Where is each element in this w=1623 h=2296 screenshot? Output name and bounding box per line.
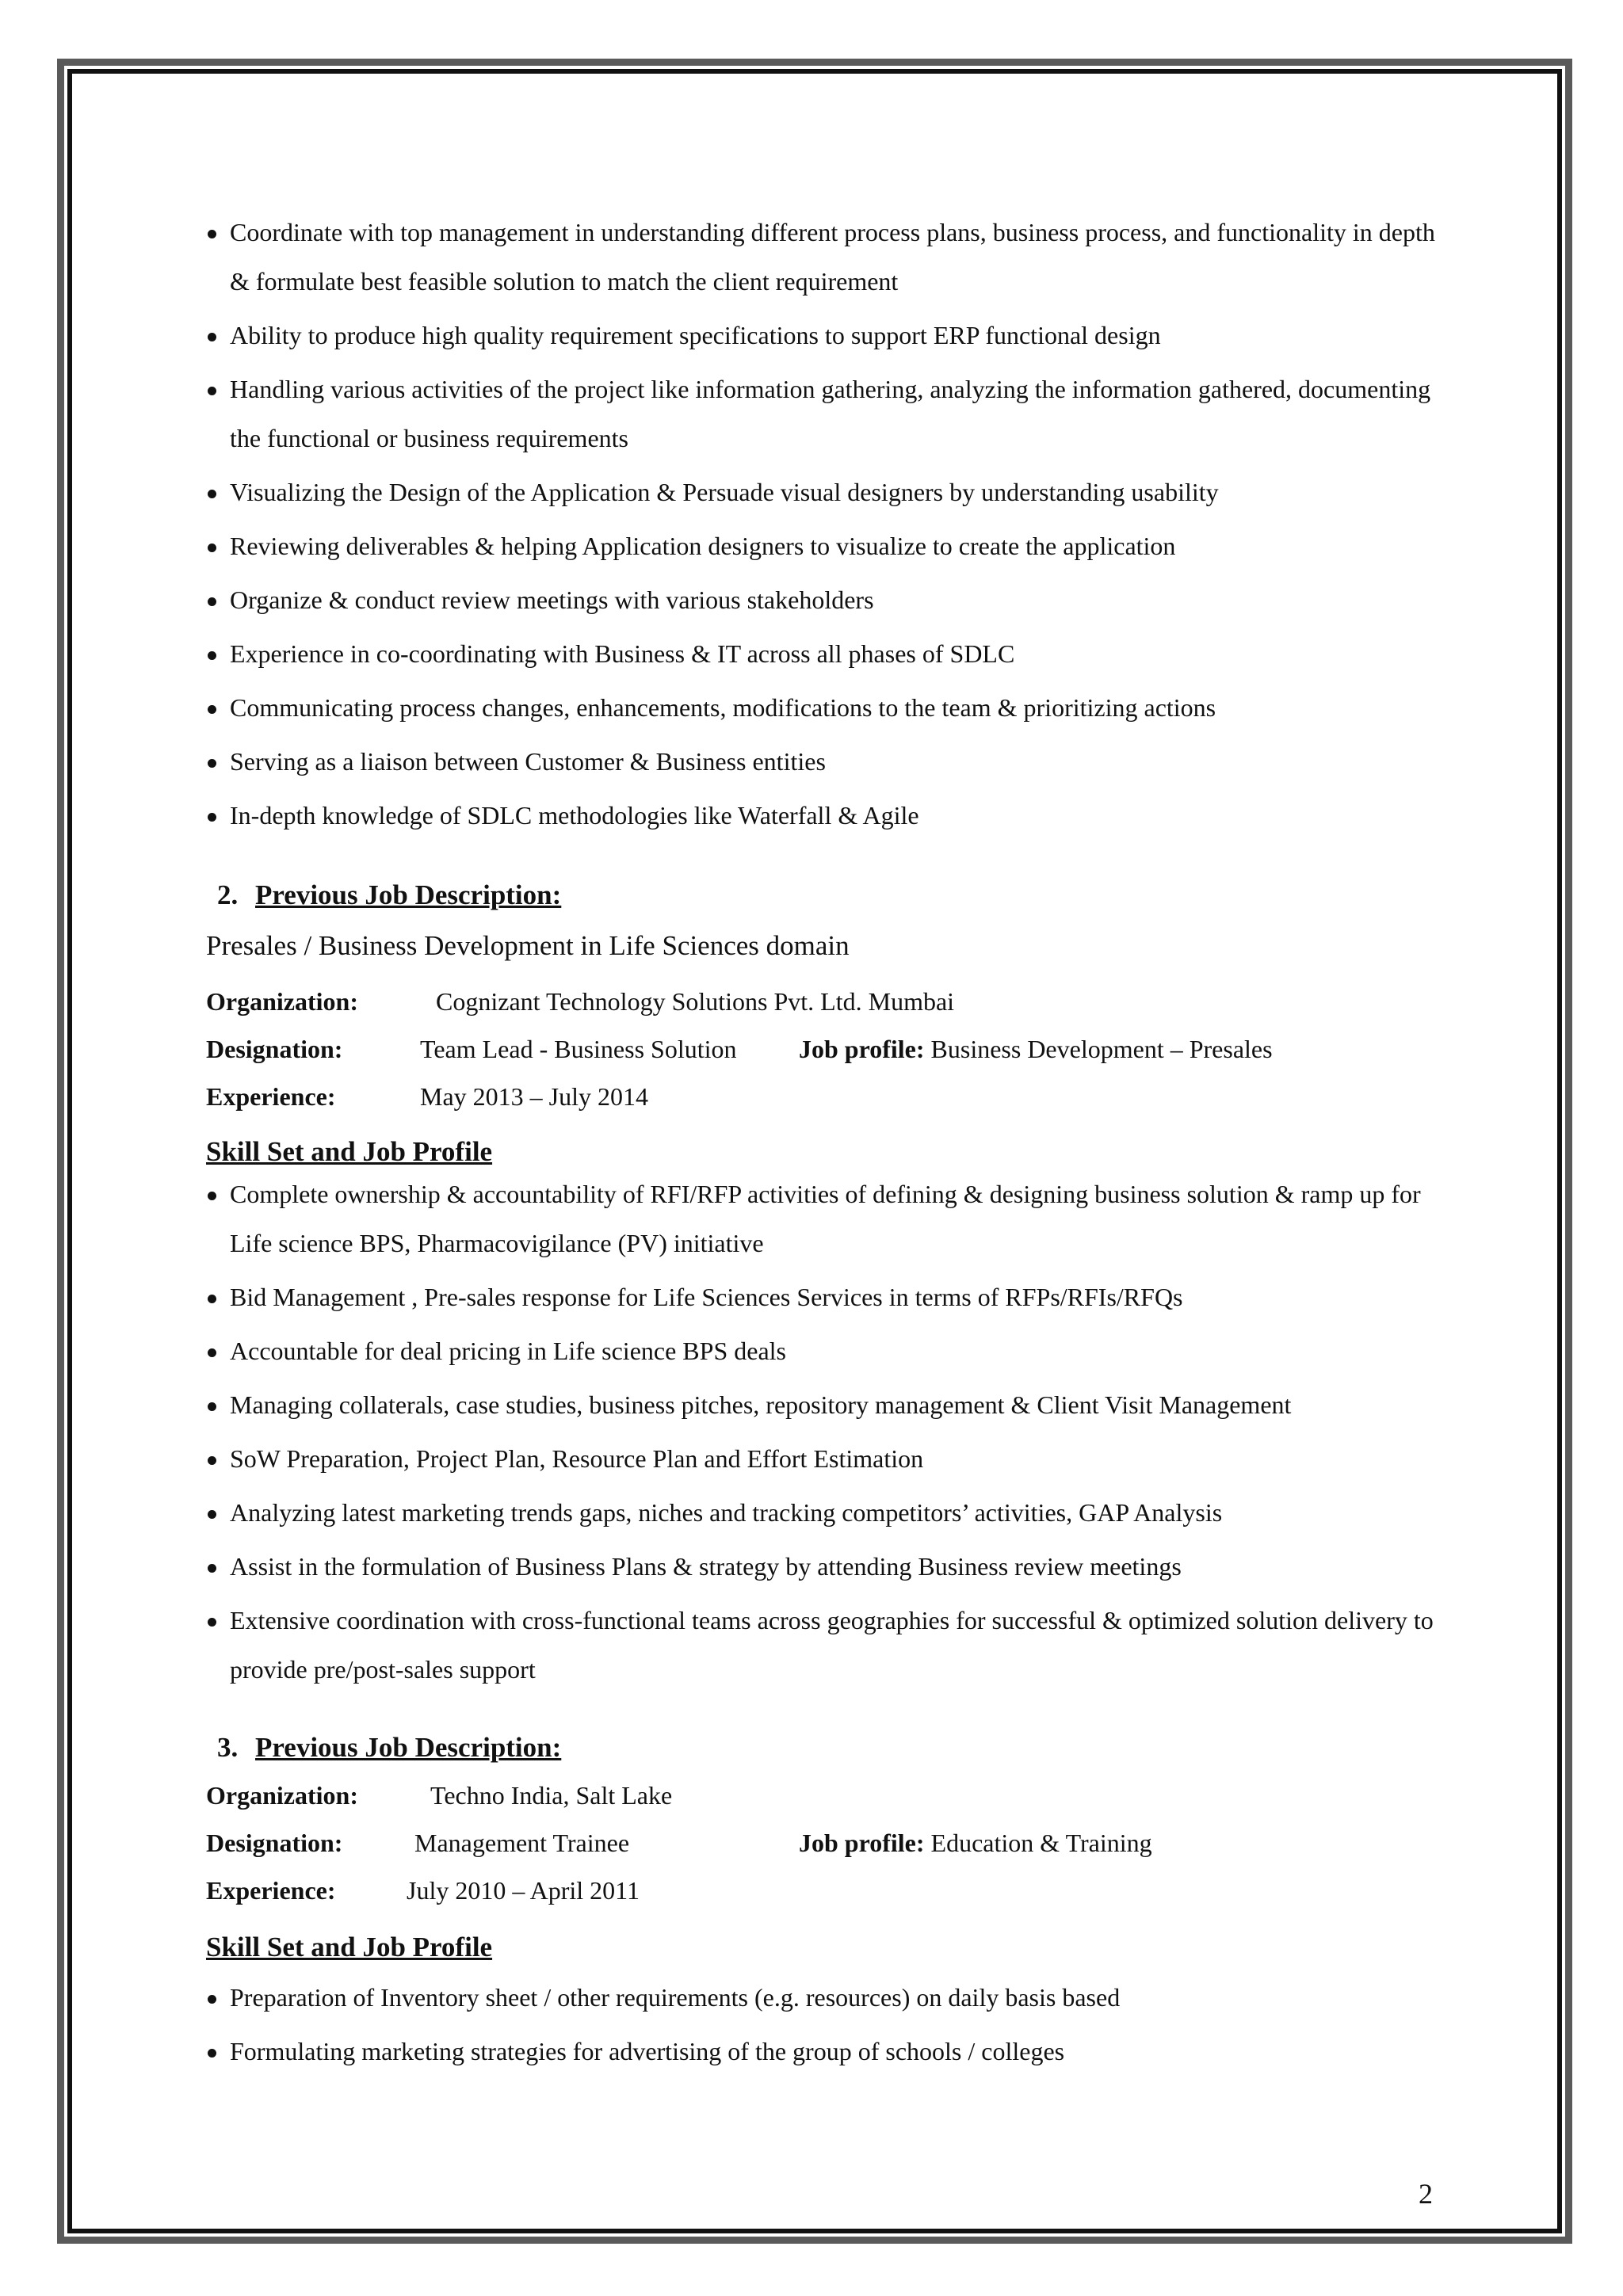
list-item: Bid Management , Pre-sales response for Life Sciences Services in terms of RFPs/RFIs/RFQs (206, 1272, 1458, 1322)
list-item: Experience in co-coordinating with Business & IT across all phases of SDLC (206, 629, 1458, 678)
bullet-icon (208, 333, 216, 341)
job2-designation-row: Designation: Team Lead - Business Solution Job profile: Business Development – Presales (206, 1035, 1273, 1063)
bullet-icon (208, 490, 216, 498)
bullet-icon (208, 1192, 216, 1200)
job2-organization-row: Organization: Cognizant Technology Solutions Pvt. Ltd. Mumbai (206, 987, 955, 1016)
list-item: Serving as a liaison between Customer & Business entities (206, 737, 1458, 786)
bullet-icon (208, 1402, 216, 1411)
bullet-icon (208, 2049, 216, 2058)
list-item: SoW Preparation, Project Plan, Resource Plan and Effort Estimation (206, 1434, 1458, 1483)
bullet-icon (208, 230, 216, 238)
list-item: Ability to produce high quality requirement specifications to support ERP functional design (206, 311, 1458, 360)
bullet-icon (208, 1564, 216, 1573)
bullet-icon (208, 1510, 216, 1519)
intro-bullet-list (206, 208, 1458, 840)
bullet-icon (208, 759, 216, 768)
list-item: Coordinate with top management in understanding different process plans, business process, and functionality in depth & formulate best feasible solution to match the client requirement (206, 208, 1458, 306)
bullet-icon (208, 387, 216, 395)
list-item: Complete ownership & accountability of RFI/RFP activities of defining & designing business solution & ramp up for Life science BPS, Pharmacovigilance (PV) initiative (206, 1169, 1458, 1268)
job2-subtitle: Presales / Business Development in Life Sciences domain (206, 930, 850, 961)
list-item: Visualizing the Design of the Application & Persuade visual designers by understanding usability (206, 467, 1458, 517)
job2-skill-heading: Skill Set and Job Profile (206, 1136, 493, 1167)
job3-designation-row: Designation: Management Trainee Job profile: Education & Training (206, 1829, 1152, 1857)
page-number: 2 (1419, 2178, 1433, 2210)
bullet-icon (208, 651, 216, 660)
job3-skill-heading: Skill Set and Job Profile (206, 1932, 493, 1962)
job3-organization-row: Organization: Techno India, Salt Lake (206, 1781, 673, 1810)
list-item: Formulating marketing strategies for advertising of the group of schools / colleges (206, 2027, 1458, 2076)
bullet-icon (208, 705, 216, 714)
list-item: Communicating process changes, enhancements, modifications to the team & prioritizing actions (206, 683, 1458, 732)
job2-experience-row: Experience: May 2013 – July 2014 (206, 1082, 648, 1111)
list-item: Managing collaterals, case studies, business pitches, repository management & Client Visit Management (206, 1380, 1458, 1429)
job3-experience-row: Experience: July 2010 – April 2011 (206, 1876, 640, 1905)
list-item: Handling various activities of the project like information gathering, analyzing the information gathered, documenting the functional or business requirements (206, 364, 1458, 463)
job3-heading: 3. Previous Job Description: (217, 1732, 562, 1763)
job2-heading: 2. Previous Job Description: (217, 879, 562, 910)
list-item: Assist in the formulation of Business Plans & strategy by attending Business review meetings (206, 1542, 1458, 1591)
list-item: Analyzing latest marketing trends gaps, niches and tracking competitors’ activities, GAP Analysis (206, 1488, 1458, 1537)
bullet-icon (208, 1618, 216, 1627)
list-item: Preparation of Inventory sheet / other requirements (e.g. resources) on daily basis based (206, 1973, 1458, 2022)
bullet-icon (208, 543, 216, 552)
job3-bullet-list (206, 1973, 1458, 2076)
bullet-icon (208, 1295, 216, 1303)
job2-bullet-list (206, 1169, 1458, 1694)
bullet-icon (208, 1995, 216, 2004)
list-item: Organize & conduct review meetings with various stakeholders (206, 575, 1458, 624)
list-item: In-depth knowledge of SDLC methodologies like Waterfall & Agile (206, 791, 1458, 840)
bullet-icon (208, 1456, 216, 1465)
list-item: Extensive coordination with cross-functional teams across geographies for successful & optimized solution delivery to provide pre/post-sales support (206, 1596, 1458, 1694)
bullet-icon (208, 1348, 216, 1357)
bullet-icon (208, 813, 216, 822)
bullet-icon (208, 597, 216, 606)
list-item: Accountable for deal pricing in Life science BPS deals (206, 1326, 1458, 1375)
list-item: Reviewing deliverables & helping Application designers to visualize to create the application (206, 521, 1458, 570)
document-content (206, 208, 1458, 2076)
